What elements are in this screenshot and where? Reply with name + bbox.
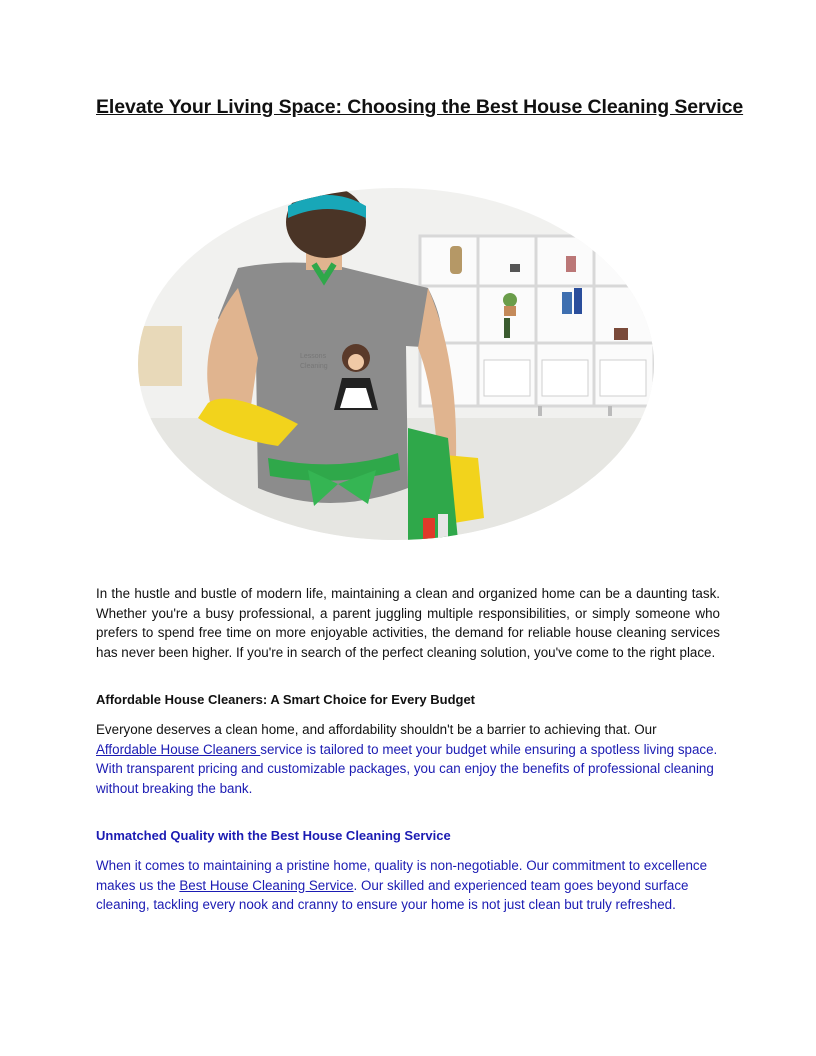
quality-text-before: When it comes to maintaining a pristine home, quality is non-negotiable. Our commitment to excellence makes us the (96, 858, 708, 893)
best-house-cleaning-service-link[interactable]: Best House Cleaning Service (179, 877, 354, 893)
section-heading-quality: Unmatched Quality with the Best House Cleaning Service (96, 828, 451, 843)
affordable-house-cleaners-link[interactable]: Affordable House Cleaners (96, 741, 261, 757)
affordable-text-after: service is tailored to meet your budget while ensuring a spotless living space. With transparent pricing and customizable packages, you can enjoy the benefits of professional cleaning without breaking the bank. (96, 741, 718, 796)
cleaner-illustration (138, 188, 654, 540)
intro-paragraph: In the hustle and bustle of modern life, maintaining a clean and organized home can be a daunting task. Whether you're a busy professional, a parent juggling multiple responsibilities, or simply someone who prefers to spend free time on more enjoyable activities, the demand for reliable house cleaning services has never been higher. If you're in search of the perfect cleaning solution, you've come to the right place. (96, 586, 720, 660)
quality-text-after: . Our skilled and experienced team goes beyond surface cleaning, tackling every nook and cranny to ensure your home is not just clean but truly refreshed. (96, 877, 689, 913)
page-title: Elevate Your Living Space: Choosing the Best House Cleaning Service (96, 96, 744, 118)
affordable-text-before: Everyone deserves a clean home, and affordability shouldn't be a barrier to achieving that. Our (96, 722, 657, 737)
svg-text:Cleaning: Cleaning (300, 363, 328, 370)
quality-paragraph (96, 856, 720, 915)
section-heading-affordable: Affordable House Cleaners: A Smart Choice for Every Budget (96, 692, 476, 707)
affordable-paragraph (96, 720, 720, 798)
shirt-logo-text: Lessons (300, 353, 327, 360)
hero-image (138, 188, 654, 540)
